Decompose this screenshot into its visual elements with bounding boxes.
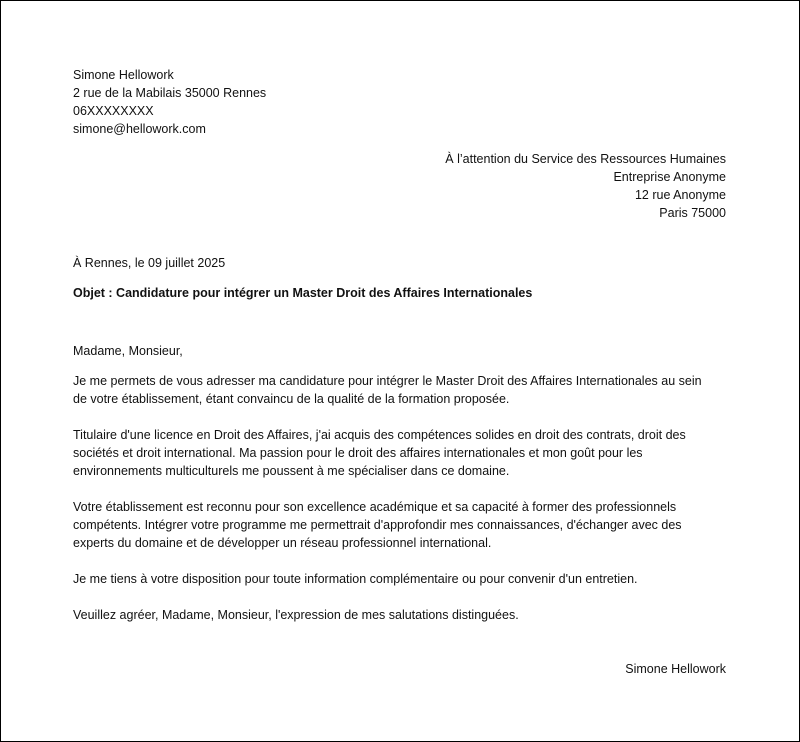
paragraph-line: compétents. Intégrer votre programme me permettrait d'approfondir mes connaissances, d'échanger avec des: [73, 518, 682, 532]
paragraph-motivation: [73, 498, 733, 552]
sender-email: simone@hellowork.com: [73, 122, 206, 136]
sender-name: Simone Hellowork: [73, 68, 174, 82]
sender-phone: 06XXXXXXXX: [73, 104, 154, 118]
paragraph-intro: [73, 372, 733, 408]
signature: Simone Hellowork: [625, 662, 726, 676]
recipient-company: Entreprise Anonyme: [613, 170, 726, 184]
paragraph-line: Veuillez agréer, Madame, Monsieur, l'expression de mes salutations distinguées.: [73, 608, 519, 622]
paragraph-line: Votre établissement est reconnu pour son excellence académique et sa capacité à former des professionnels: [73, 500, 677, 514]
recipient-street: 12 rue Anonyme: [634, 188, 726, 202]
paragraph-background: [73, 426, 733, 480]
paragraph-line: sociétés et droit international. Ma passion pour le droit des affaires internationales et mon goût pour les: [73, 446, 643, 460]
paragraph-line: Je me permets de vous adresser ma candidature pour intégrer le Master Droit des Affaires Internationales au sein: [73, 374, 702, 388]
recipient-attention: À l’attention du Service des Ressources Humaines: [445, 152, 726, 166]
paragraph-availability: [73, 570, 733, 588]
paragraph-line: experts du domaine et de développer un réseau professionnel international.: [73, 536, 492, 550]
letter-subject: Objet : Candidature pour intégrer un Master Droit des Affaires Internationales: [73, 286, 533, 300]
sender-address: 2 rue de la Mabilais 35000 Rennes: [73, 86, 267, 100]
paragraph-line: de votre établissement, étant convaincu de la qualité de la formation proposée.: [73, 392, 510, 406]
paragraph-line: Je me tiens à votre disposition pour toute information complémentaire ou pour convenir d'un entretien.: [73, 572, 638, 586]
recipient-city: Paris 75000: [659, 206, 726, 220]
letter-date: À Rennes, le 09 juillet 2025: [73, 256, 226, 270]
paragraph-line: environnements multiculturels me poussent à me spécialiser dans ce domaine.: [73, 464, 510, 478]
paragraph-closing: [73, 606, 733, 624]
salutation: Madame, Monsieur,: [73, 344, 183, 358]
paragraph-line: Titulaire d'une licence en Droit des Affaires, j'ai acquis des compétences solides en droit des contrats, droit des: [73, 428, 686, 442]
